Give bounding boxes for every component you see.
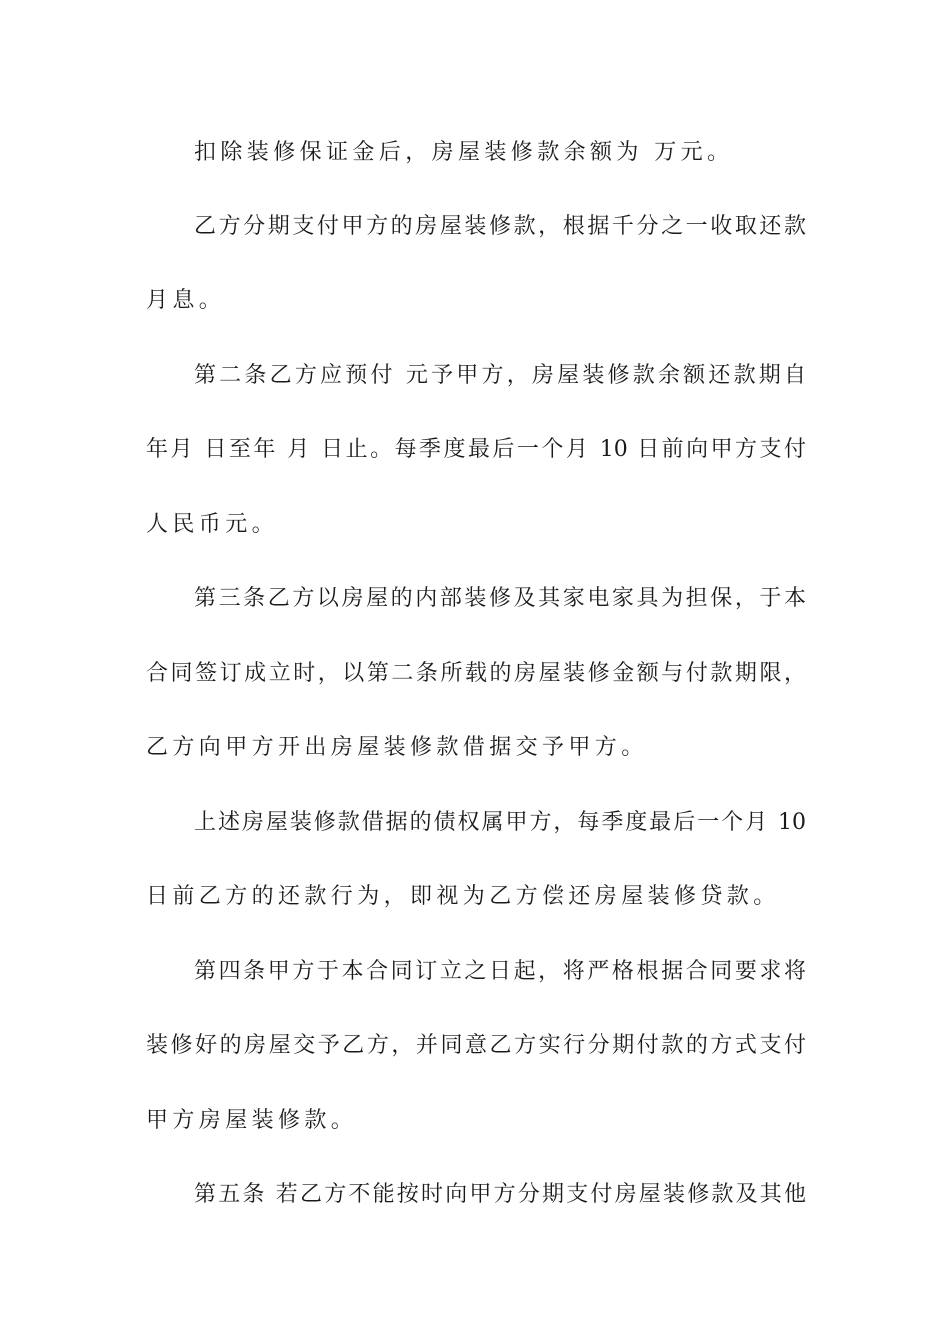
text-line-5: 年月 日至年 月 日止。每季度最后一个月 10 日前向甲方支付 bbox=[146, 437, 806, 462]
text-line-3: 月息。 bbox=[146, 288, 226, 313]
text-line-7: 第三条乙方以房屋的内部装修及其家电家具为担保，于本 bbox=[194, 586, 806, 611]
text-line-12: 第四条甲方于本合同订立之日起，将严格根据合同要求将 bbox=[194, 959, 806, 984]
text-line-9: 乙方向甲方开出房屋装修款借据交予甲方。 bbox=[146, 735, 648, 760]
text-line-13: 装修好的房屋交予乙方，并同意乙方实行分期付款的方式支付 bbox=[146, 1033, 806, 1058]
text-line-2: 乙方分期支付甲方的房屋装修款，根据千分之一收取还款 bbox=[194, 214, 806, 239]
text-line-1: 扣除装修保证金后，房屋装修款余额为 万元。 bbox=[194, 140, 734, 165]
text-line-11: 日前乙方的还款行为，即视为乙方偿还房屋装修贷款。 bbox=[146, 884, 780, 909]
text-line-8: 合同签订成立时，以第二条所载的房屋装修金额与付款期限， bbox=[146, 661, 806, 686]
text-line-6: 人民币元。 bbox=[146, 512, 279, 537]
text-line-14: 甲方房屋装修款。 bbox=[146, 1108, 358, 1133]
text-line-10: 上述房屋装修款借据的债权属甲方，每季度最后一个月 10 bbox=[194, 810, 806, 835]
text-line-15: 第五条 若乙方不能按时向甲方分期支付房屋装修款及其他 bbox=[194, 1182, 806, 1207]
text-line-4: 第二条乙方应预付 元予甲方，房屋装修款余额还款期自 bbox=[194, 363, 806, 388]
